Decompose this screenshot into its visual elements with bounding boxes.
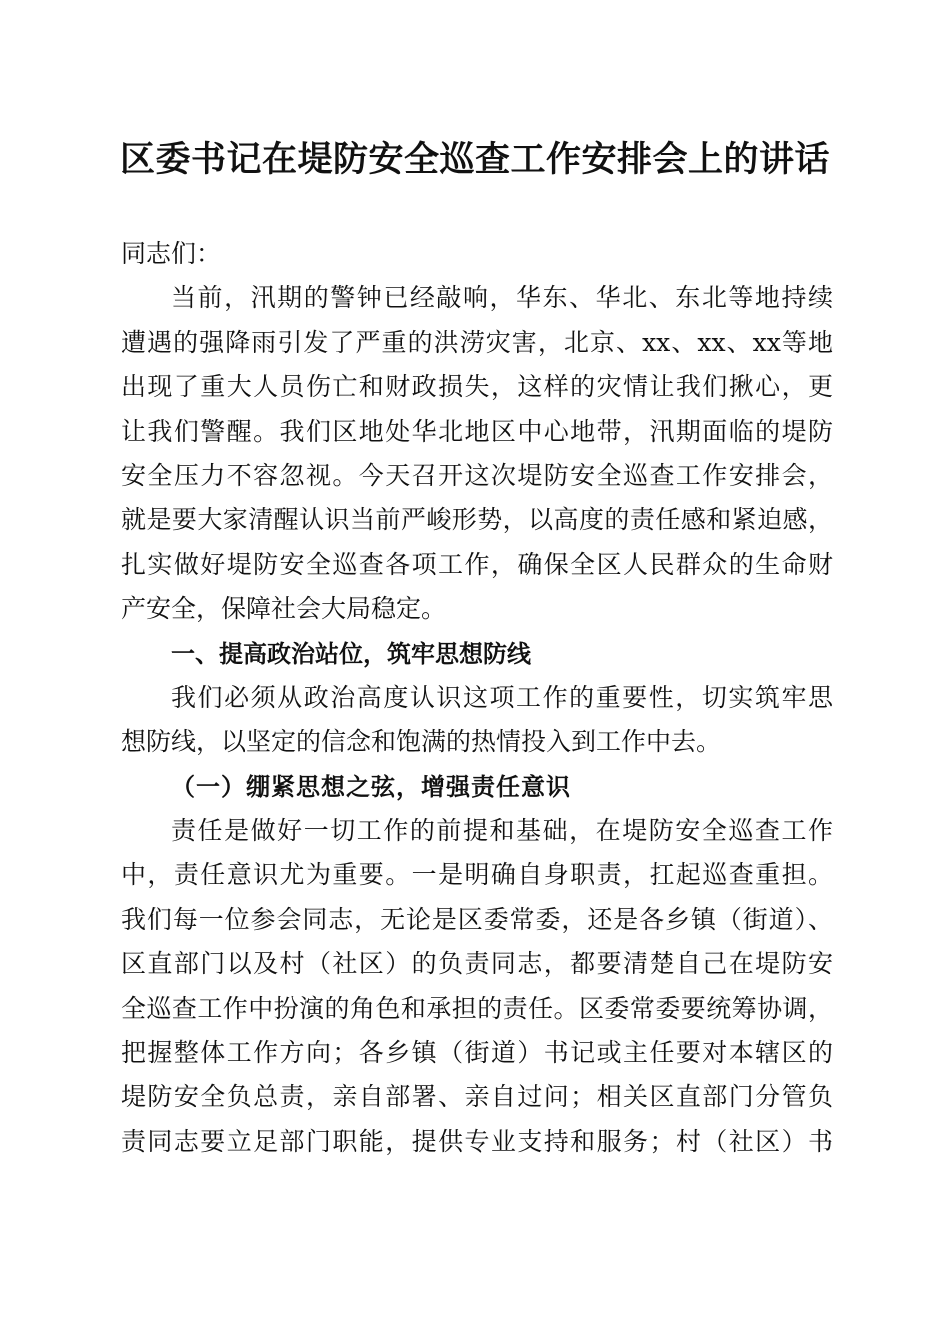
paragraph-line: 让我们警醒。我们区地处华北地区中心地带，汛期面临的堤防 bbox=[121, 416, 833, 446]
paragraph-line: 把握整体工作方向；各乡镇（街道）书记或主任要对本辖区的 bbox=[121, 1038, 833, 1068]
paragraph-line: 扎实做好堤防安全巡查各项工作，确保全区人民群众的生命财 bbox=[121, 549, 833, 579]
paragraph-line: 想防线，以坚定的信念和饱满的热情投入到工作中去。 bbox=[121, 727, 722, 757]
document-body bbox=[121, 232, 833, 1164]
paragraph-line: 责任是做好一切工作的前提和基础，在堤防安全巡查工作 bbox=[171, 816, 833, 846]
paragraph-line: 出现了重大人员伤亡和财政损失，这样的灾情让我们揪心，更 bbox=[121, 372, 833, 402]
subsection1-paragraph bbox=[121, 809, 833, 1164]
paragraph-line: 我们每一位参会同志，无论是区委常委，还是各乡镇（街道）、 bbox=[121, 904, 833, 934]
paragraph-line: 我们必须从政治高度认识这项工作的重要性，切实筑牢思 bbox=[171, 682, 833, 712]
section1-paragraph bbox=[121, 676, 833, 765]
paragraph-line: 区直部门以及村（社区）的负责同志，都要清楚自己在堤防安 bbox=[121, 949, 833, 979]
paragraph-line: 责同志要立足部门职能，提供专业支持和服务；村（社区）书 bbox=[121, 1126, 833, 1156]
paragraph-line: 堤防安全负总责，亲自部署、亲自过问；相关区直部门分管负 bbox=[121, 1082, 833, 1112]
paragraph-line: 产安全，保障社会大局稳定。 bbox=[121, 594, 447, 624]
section-heading: 一、提高政治站位，筑牢思想防线 bbox=[171, 639, 531, 668]
paragraph-line: 当前，汛期的警钟已经敲响，华东、华北、东北等地持续 bbox=[171, 283, 833, 313]
paragraph-line: 就是要大家清醒认识当前严峻形势，以高度的责任感和紧迫感， bbox=[121, 505, 833, 535]
paragraph-line: 安全压力不容忽视。今天召开这次堤防安全巡查工作安排会， bbox=[121, 460, 833, 490]
subsection-heading: （一）绷紧思想之弦，增强责任意识 bbox=[171, 771, 571, 801]
paragraph-line: 遭遇的强降雨引发了严重的洪涝灾害，北京、xx、xx、xx等地 bbox=[121, 327, 833, 357]
document-title: 区委书记在堤防安全巡查工作安排会上的讲话 bbox=[119, 139, 830, 180]
paragraph-line: 中，责任意识尤为重要。一是明确自身职责，扛起巡查重担。 bbox=[121, 860, 833, 890]
intro-paragraph bbox=[121, 276, 833, 631]
paragraph-line: 全巡查工作中扮演的角色和承担的责任。区委常委要统筹协调， bbox=[121, 993, 833, 1023]
salutation: 同志们： bbox=[121, 239, 222, 268]
